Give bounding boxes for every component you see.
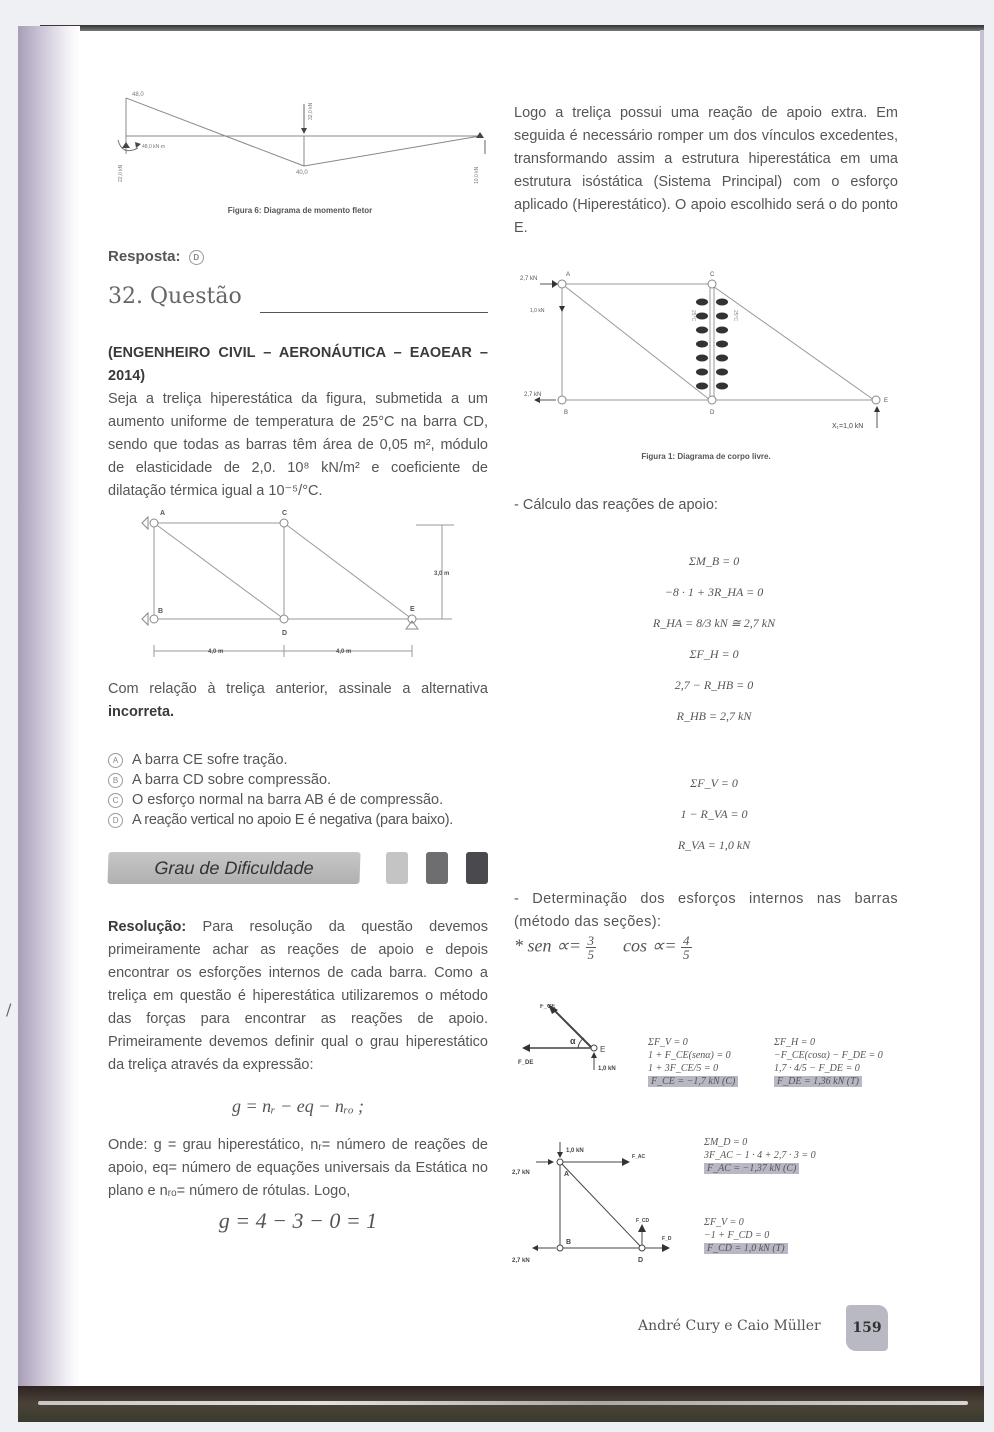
question-source: (ENGENHEIRO CIVIL – AERONÁUTICA – EAOEAR – 2014): [108, 345, 488, 384]
svg-text:B: B: [566, 1239, 572, 1246]
svg-text:A: A: [566, 272, 571, 278]
option-text: A barra CD sobre compressão.: [132, 772, 332, 788]
difficulty-square-3: [466, 852, 488, 884]
section-vertical-equations: ΣF_V = 0 −1 + F_CD = 0 F_CD = 1,0 kN (T): [704, 1216, 864, 1255]
svg-text:10,0 kN: 10,0 kN: [474, 166, 480, 184]
figure-6-caption: Figura 6: Diagrama de momento fletor: [227, 206, 373, 215]
result-fde: F_DE = 1,36 kN (T): [774, 1076, 862, 1087]
section-svg: [512, 1140, 682, 1270]
question-heading: [108, 284, 488, 320]
svg-text:E: E: [600, 1045, 606, 1054]
right-intro-paragraph: Logo a treliça possui uma reação de apoio extra. Em seguida é necessário romper um dos vínculos excedentes, transformando assim a estrutura hiperestática em uma estrutura isóstática (Sistema Principal) com o esforço aplicado (Hiperestático). O apoio escolhido será o do ponto E.: [514, 105, 898, 236]
answer-line: [108, 248, 488, 265]
svg-text:48,0: 48,0: [132, 92, 144, 98]
node-e-horizontal-equations: ΣF_H = 0 −F_CE(cosα) − F_DE = 0 1,7 · 4/5 − F_DE = 0 F_DE = 1,36 kN (T): [774, 1037, 883, 1087]
svg-text:2,7 kN: 2,7 kN: [512, 1258, 530, 1264]
option-letter-a: A: [108, 753, 123, 768]
formula-definitions: Onde: g = grau hiperestático, nᵣ= número de reações de apoio, eq= número de equações universais da Estática no plano e nᵣₒ= número de rótulas. Logo,: [108, 1137, 488, 1199]
figure-6-moment-diagram: [108, 86, 488, 210]
eq-mb-expanded: −8 · 1 + 3R_HA = 0: [664, 585, 764, 599]
formula-g-result: g = 4 − 3 − 0 = 1: [218, 1208, 378, 1233]
reactions-title: - Cálculo das reações de apoio:: [514, 497, 718, 513]
svg-text:1,0 kN: 1,0 kN: [530, 308, 545, 314]
svg-text:2,7 kN: 2,7 kN: [520, 276, 538, 282]
result-fac: F_AC = −1,37 kN (C): [704, 1163, 799, 1174]
option-letter-b: B: [108, 773, 123, 788]
heading-rule: [260, 312, 488, 313]
svg-text:32,0 kN: 32,0 kN: [308, 102, 314, 120]
svg-text:25°C: 25°C: [690, 310, 696, 322]
eq-sum-fh: ΣF_H = 0: [689, 647, 739, 661]
option-a[interactable]: [108, 750, 488, 770]
svg-text:C: C: [710, 272, 715, 278]
options-list: [108, 750, 488, 830]
question-number-title: 32. Questão: [108, 284, 242, 309]
eq-spacer: [494, 732, 934, 768]
answer-letter-badge: D: [189, 250, 204, 265]
option-text: O esforço normal na barra AB é de compressão.: [132, 792, 444, 808]
svg-text:F_CD: F_CD: [636, 1218, 650, 1224]
svg-text:α: α: [570, 1036, 576, 1046]
svg-text:X₁=1,0 kN: X₁=1,0 kN: [832, 423, 864, 430]
sen-label: * sen ∝=: [514, 935, 581, 956]
svg-text:D: D: [710, 410, 715, 416]
node-e-svg: [512, 1004, 632, 1084]
reactions-equations: [494, 546, 934, 861]
section-moment-equations: ΣM_D = 0 3F_AC − 1 · 4 + 2,7 · 3 = 0 F_AC = −1,37 kN (C): [704, 1137, 816, 1174]
book-bottom-edge: [18, 1386, 984, 1422]
resolution-text: Para resolução da questão devemos primeiramente achar as reações de apoio e depois encontrar os esforções internos de cada barra. Como a treliça em questão é hiperestática utilizaremos o método das forças para encontrar as reações de apoio. Primeiramente devemos definir qual o grau hiperestático da treliça através da expressão:: [108, 919, 488, 1073]
cos-fraction: $\frac{4}{5}$: [683, 933, 690, 962]
page-number: 159: [846, 1305, 888, 1351]
svg-text:22,0 kN: 22,0 kN: [118, 164, 124, 182]
eq-rha: R_HA = 8/3 kN ≅ 2,7 kN: [652, 616, 776, 630]
svg-text:1,0 kN: 1,0 kN: [566, 1148, 584, 1154]
svg-text:E: E: [884, 398, 889, 404]
internal-forces-title: - Determinação dos esforços internos nas barras (método das seções):: [514, 891, 898, 930]
svg-text:A: A: [160, 510, 166, 517]
difficulty-square-2: [426, 852, 448, 884]
cos-label: cos ∝=: [623, 935, 677, 956]
node-e-diagram: [512, 1004, 632, 1088]
option-d[interactable]: [108, 810, 488, 830]
option-text: A barra CE sofre tração.: [132, 752, 288, 768]
page-right-edge: [980, 30, 984, 1390]
difficulty-label: Grau de Dificuldade: [107, 852, 360, 884]
page-top-edge: [40, 25, 984, 31]
result-fce: F_CE = −1,7 kN (C): [648, 1076, 738, 1087]
formula-g: g = nᵣ − eq − nᵣₒ ;: [232, 1096, 364, 1116]
trig-values: [514, 934, 898, 961]
svg-text:F_DE: F_DE: [518, 1060, 534, 1066]
figure-1-free-body: [514, 268, 898, 442]
svg-text:C: C: [282, 510, 288, 517]
svg-text:3,0 m: 3,0 m: [434, 571, 450, 577]
eq-fh-expanded: 2,7 − R_HB = 0: [674, 678, 754, 692]
eq-sum-mb: ΣM_B = 0: [688, 554, 740, 568]
question-prompt: [108, 678, 488, 724]
difficulty-square-1: [386, 852, 408, 884]
svg-text:4,0 m: 4,0 m: [208, 649, 224, 655]
svg-text:F_CE: F_CE: [540, 1004, 556, 1010]
stray-pen-mark: /: [6, 1000, 12, 1019]
node-e-vertical-equations: ΣF_V = 0 1 + F_CE(senα) = 0 1 + 3F_CE/5 = 0 F_CE = −1,7 kN (C): [648, 1036, 768, 1088]
resolution-paragraph: [108, 916, 488, 1077]
sen-fraction: $\frac{3}{5}$: [587, 933, 594, 962]
svg-text:E: E: [410, 606, 415, 613]
resolution-label: Resolução:: [108, 919, 187, 935]
svg-text:2,7 kN: 2,7 kN: [512, 1170, 530, 1176]
prompt-bold: incorreta.: [108, 704, 175, 720]
svg-text:D: D: [282, 630, 288, 637]
svg-text:D: D: [638, 1257, 644, 1264]
difficulty-indicator: [108, 852, 488, 884]
option-letter-c: C: [108, 793, 123, 808]
eq-sum-fv: ΣF_V = 0: [690, 776, 738, 790]
eq-rhb: R_HB = 2,7 kN: [676, 709, 752, 723]
footer-authors: André Cury e Caio Müller: [638, 1318, 821, 1334]
option-b[interactable]: [108, 770, 488, 790]
answer-label: Resposta:: [108, 248, 181, 265]
svg-text:4,0 m: 4,0 m: [336, 649, 352, 655]
svg-text:B: B: [564, 410, 569, 416]
option-letter-d: D: [108, 813, 123, 828]
free-body-svg: [514, 268, 898, 438]
figure-1-caption: Figura 1: Diagrama de corpo livre.: [641, 452, 771, 461]
prompt-text: Com relação à treliça anterior, assinale a alternativa: [108, 681, 488, 697]
svg-text:40,0: 40,0: [296, 170, 308, 176]
svg-text:F_D: F_D: [662, 1236, 672, 1242]
moment-diagram-svg: [108, 86, 498, 206]
svg-text:2,7 kN: 2,7 kN: [524, 392, 542, 398]
question-truss-figure: [108, 505, 488, 669]
svg-text:25°C: 25°C: [732, 310, 738, 322]
section-diagram: [512, 1140, 682, 1274]
svg-text:B: B: [158, 608, 164, 615]
question-statement: Seja a treliça hiperestática da figura, submetida a um aumento uniforme de temperatura de 25°C na barra CD, sendo que todas as barras têm área de 0,05 m², módulo de elasticidade de 2,0. 10⁸ kN/m² e coeficiente de dilatação térmica igual a 10⁻⁵/°C.: [108, 391, 488, 499]
page-gutter-shadow: [18, 26, 80, 1388]
light-streak: [38, 1401, 968, 1405]
option-text: A reação vertical no apoio E é negativa (para baixo).: [132, 812, 454, 828]
svg-text:F_AC: F_AC: [632, 1154, 646, 1160]
result-fcd: F_CD = 1,0 kN (T): [704, 1243, 788, 1254]
question-body: [108, 342, 488, 503]
eq-rva: R_VA = 1,0 kN: [677, 838, 751, 852]
svg-text:1,0 kN: 1,0 kN: [598, 1066, 616, 1072]
svg-text:48,0 kN·m: 48,0 kN·m: [142, 144, 166, 150]
truss-svg: [108, 505, 488, 665]
eq-fv-expanded: 1 − R_VA = 0: [680, 807, 748, 821]
svg-text:A: A: [564, 1171, 570, 1178]
option-c[interactable]: [108, 790, 488, 810]
